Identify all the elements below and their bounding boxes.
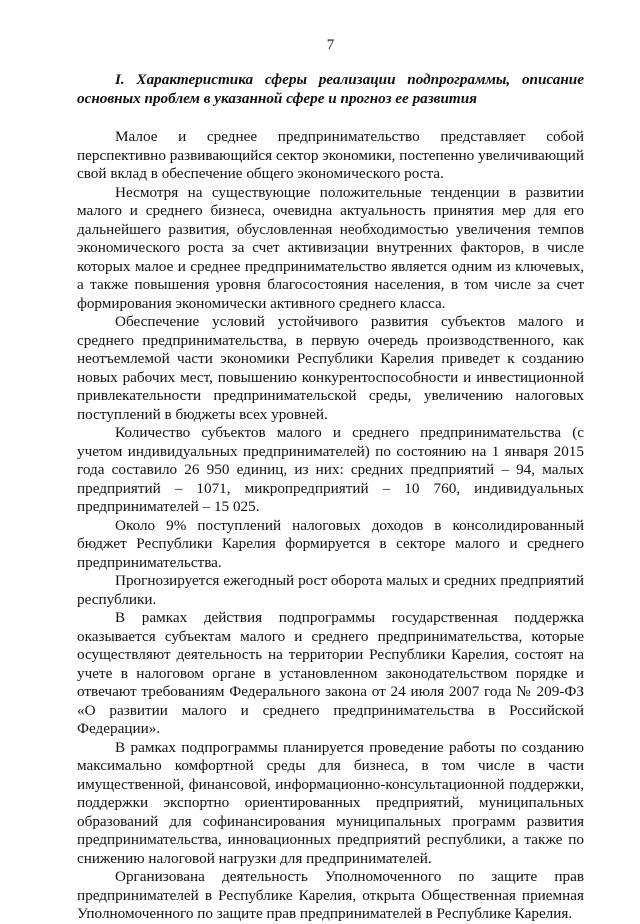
paragraph: Организована деятельность Уполномоченного по защите прав предпринимателей в Республике Карелия, открыта Общественная приемная Уполномоченного по защите прав предпринимателей в Республике Карелия. [77,868,584,922]
paragraph: Обеспечение условий устойчивого развития субъектов малого и среднего предпринимательства, в первую очередь производственного, как неотъемлемой части экономики Республики Карелия приведет к созданию новых рабочих мест, повышению конкурентоспособности и инвестиционной привлекательности предпринимательской среды, увеличению налоговых поступлений в бюджеты всех уровней. [77,313,584,423]
document-page [77,36,584,924]
paragraph: Количество субъектов малого и среднего предпринимательства (с учетом индивидуальных предпринимателей) по состоянию на 1 января 2015 года составило 26 950 единиц, из них: средних предприятий – 94, малых предприятий – 1071, микропредприятий – 10 760, индивидуальных предпринимателей – 15 025. [77,424,584,515]
paragraph: Малое и среднее предпринимательство представляет собой перспективно развивающийся сектор экономики, постепенно увеличивающий свой вклад в обеспечение общего экономического роста. [77,128,584,182]
paragraph: В рамках действия подпрограммы государственная поддержка оказывается субъектам малого и среднего предпринимательства, которые осуществляют деятельность на территории Республики Карелия, состоят на учете в налоговом органе в установленном законодательством порядке и отвечают требованиям Федерального закона от 24 июля 2007 года № 209-ФЗ «О развитии малого и среднего предпринимательства в Российской Федерации». [77,609,584,737]
paragraph: Около 9% поступлений налоговых доходов в консолидированный бюджет Республики Карелия формируется в секторе малого и среднего предпринимательства. [77,516,584,571]
page-number: 7 [326,37,335,53]
paragraph: В рамках подпрограммы планируется проведение работы по созданию максимально комфортной среды для бизнеса, в том числе в части имущественной, финансовой, информационно-консультационной поддержки, поддержки экспортно ориентированных предприятий, муниципальных образований для софинансирования муниципальных программ развития предпринимательства, инновационных предприятий республики, а также по снижению налоговой нагрузки для предпринимателей. [77,738,584,867]
paragraph: Прогнозируется ежегодный рост оборота малых и средних предприятий республики. [77,572,584,608]
section-heading: I. Характеристика сферы реализации подпрограммы, описание основных проблем в указанной сфере и прогноз ее развития [77,71,584,107]
paragraph: Несмотря на существующие положительные тенденции в развитии малого и среднего бизнеса, очевидна актуальность принятия мер для его дальнейшего развития, обусловленная необходимостью увеличения темпов экономического роста за счет активизации внутренних факторов, в числе которых малое и среднее предпринимательство является одним из ключевых, а также повышения уровня благосостояния населения, в том числе за счет формирования экономически активного среднего класса. [77,183,584,312]
